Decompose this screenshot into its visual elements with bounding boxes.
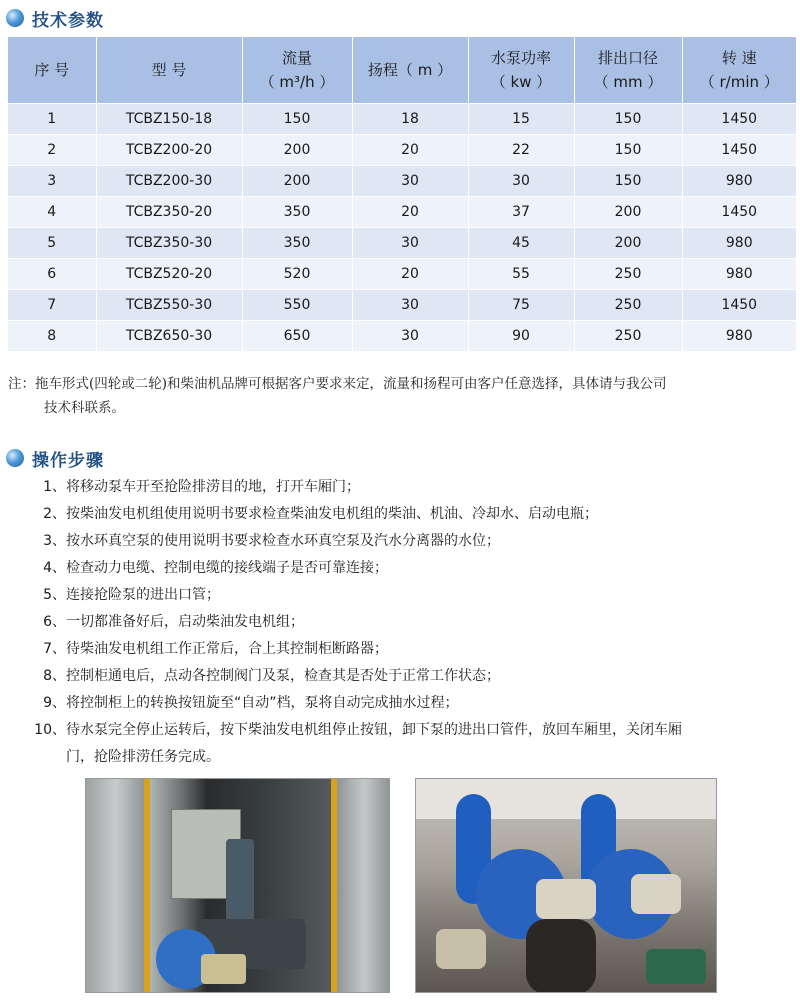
cell-index: 1 <box>8 103 96 134</box>
cell-outlet: 250 <box>574 289 682 320</box>
cell-flow: 150 <box>242 103 352 134</box>
cell-power: 37 <box>468 196 574 227</box>
cell-model: TCBZ200-30 <box>96 165 242 196</box>
pump-equipment-photo <box>415 778 717 993</box>
cell-speed: 980 <box>682 320 796 351</box>
table-row <box>8 227 796 258</box>
cell-index: 4 <box>8 196 96 227</box>
header-index: 序 号 <box>8 37 96 103</box>
cell-index: 5 <box>8 227 96 258</box>
table-row <box>8 258 796 289</box>
step-text: 控制柜通电后，点动各控制阀门及泵，检查其是否处于正常工作状态； <box>66 668 500 684</box>
bullet-icon <box>6 9 24 27</box>
cell-head: 18 <box>352 103 468 134</box>
cell-index: 8 <box>8 320 96 351</box>
list-item <box>18 501 788 528</box>
spec-section-header <box>6 5 104 31</box>
step-text: 待水泵完全停止运转后，按下柴油发电机组停止按钮，卸下泵的进出口管件，放回车厢里，关闭车厢 <box>66 722 682 738</box>
cell-index: 7 <box>8 289 96 320</box>
cell-model: TCBZ350-30 <box>96 227 242 258</box>
step-text: 一切都准备好后，启动柴油发电机组； <box>66 614 304 630</box>
cell-outlet: 150 <box>574 165 682 196</box>
cell-head: 30 <box>352 289 468 320</box>
step-text: 检查动力电缆、控制电缆的接线端子是否可靠连接； <box>66 560 388 576</box>
cell-model: TCBZ350-20 <box>96 196 242 227</box>
note-line-2: 技术科联系。 <box>44 400 125 416</box>
list-item <box>18 717 788 744</box>
cell-power: 15 <box>468 103 574 134</box>
header-speed: 转 速 （ r/min ） <box>682 37 796 103</box>
list-item <box>18 474 788 501</box>
list-item <box>18 582 788 609</box>
step-text: 待柴油发电机组工作正常后，合上其控制柜断路器； <box>66 641 388 657</box>
cell-index: 3 <box>8 165 96 196</box>
list-item <box>18 690 788 717</box>
cell-model: TCBZ550-30 <box>96 289 242 320</box>
cell-speed: 1450 <box>682 134 796 165</box>
cell-head: 20 <box>352 196 468 227</box>
step-number: 8、 <box>43 668 66 684</box>
step-text: 按柴油发电机组使用说明书要求检查柴油发电机组的柴油、机油、冷却水、启动电瓶； <box>66 506 598 522</box>
step-number: 10、 <box>34 722 66 738</box>
step-number: 9、 <box>43 695 66 711</box>
cell-power: 45 <box>468 227 574 258</box>
cell-flow: 200 <box>242 134 352 165</box>
cell-head: 20 <box>352 258 468 289</box>
cell-power: 55 <box>468 258 574 289</box>
cell-model: TCBZ200-20 <box>96 134 242 165</box>
list-item <box>18 744 788 771</box>
cell-outlet: 200 <box>574 196 682 227</box>
step-text: 按水环真空泵的使用说明书要求检查水环真空泵及汽水分离器的水位； <box>66 533 500 549</box>
spec-table <box>8 37 796 351</box>
step-number <box>18 744 66 771</box>
list-item <box>18 609 788 636</box>
steps-section-title: 操作步骤 <box>32 450 104 471</box>
header-model: 型 号 <box>96 37 242 103</box>
cell-speed: 980 <box>682 227 796 258</box>
cell-flow: 650 <box>242 320 352 351</box>
note-line-1: 注：拖车形式(四轮或二轮)和柴油机品牌可根据客户要求来定，流量和扬程可由客户任意选择，具体请与我公司 <box>8 376 667 392</box>
step-number: 7、 <box>43 641 66 657</box>
cell-outlet: 200 <box>574 227 682 258</box>
header-power: 水泵功率 （ kw ） <box>468 37 574 103</box>
cell-flow: 550 <box>242 289 352 320</box>
cell-outlet: 250 <box>574 320 682 351</box>
step-number: 5、 <box>43 587 66 603</box>
operation-steps-list <box>18 474 788 771</box>
table-note <box>8 372 796 420</box>
table-row <box>8 320 796 351</box>
cell-outlet: 250 <box>574 258 682 289</box>
cell-outlet: 150 <box>574 103 682 134</box>
step-text: 门，抢险排涝任务完成。 <box>66 749 220 765</box>
cell-outlet: 150 <box>574 134 682 165</box>
list-item <box>18 528 788 555</box>
table-row <box>8 165 796 196</box>
step-number: 2、 <box>43 506 66 522</box>
table-row <box>8 134 796 165</box>
cell-power: 22 <box>468 134 574 165</box>
table-header-row <box>8 37 796 103</box>
step-number: 4、 <box>43 560 66 576</box>
container-interior-photo <box>85 778 390 993</box>
step-text: 连接抢险泵的进出口管； <box>66 587 220 603</box>
cell-speed: 1450 <box>682 196 796 227</box>
cell-head: 20 <box>352 134 468 165</box>
cell-power: 75 <box>468 289 574 320</box>
step-text: 将移动泵车开至抢险排涝目的地，打开车厢门； <box>66 479 360 495</box>
list-item <box>18 636 788 663</box>
cell-index: 2 <box>8 134 96 165</box>
cell-model: TCBZ650-30 <box>96 320 242 351</box>
cell-model: TCBZ150-18 <box>96 103 242 134</box>
cell-flow: 350 <box>242 196 352 227</box>
header-flow: 流量 （ m³/h ） <box>242 37 352 103</box>
cell-power: 90 <box>468 320 574 351</box>
table-row <box>8 289 796 320</box>
step-number: 1、 <box>43 479 66 495</box>
cell-head: 30 <box>352 227 468 258</box>
cell-flow: 520 <box>242 258 352 289</box>
cell-flow: 200 <box>242 165 352 196</box>
header-outlet: 排出口径 （ mm ） <box>574 37 682 103</box>
cell-head: 30 <box>352 165 468 196</box>
cell-flow: 350 <box>242 227 352 258</box>
bullet-icon <box>6 449 24 467</box>
table-row <box>8 196 796 227</box>
step-number: 6、 <box>43 614 66 630</box>
spec-section-title: 技术参数 <box>32 10 104 31</box>
step-text: 将控制柜上的转换按钮旋至“自动”档，泵将自动完成抽水过程； <box>66 695 459 711</box>
header-head: 扬程（ m ） <box>352 37 468 103</box>
list-item <box>18 663 788 690</box>
cell-speed: 1450 <box>682 103 796 134</box>
step-number: 3、 <box>43 533 66 549</box>
cell-index: 6 <box>8 258 96 289</box>
cell-speed: 1450 <box>682 289 796 320</box>
cell-head: 30 <box>352 320 468 351</box>
list-item <box>18 555 788 582</box>
steps-section-header <box>6 445 104 471</box>
cell-speed: 980 <box>682 258 796 289</box>
cell-model: TCBZ520-20 <box>96 258 242 289</box>
cell-speed: 980 <box>682 165 796 196</box>
table-row <box>8 103 796 134</box>
cell-power: 30 <box>468 165 574 196</box>
